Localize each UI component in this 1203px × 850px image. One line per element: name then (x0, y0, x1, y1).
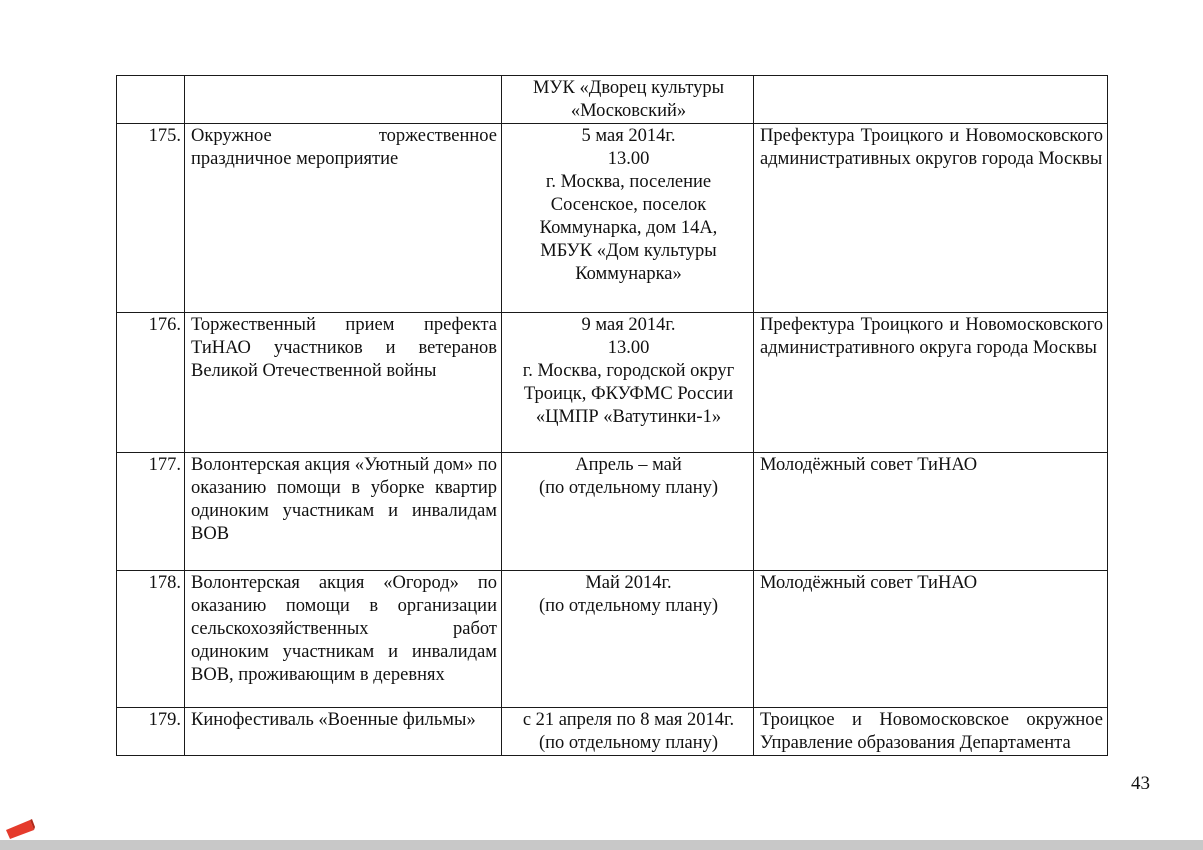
table-row (117, 124, 1108, 313)
row-number (117, 76, 185, 124)
event-datetime-place: Апрель – май (по отдельному плану) (502, 453, 754, 571)
row-number: 178. (117, 571, 185, 708)
event-datetime-place: 5 мая 2014г. 13.00 г. Москва, поселение Сосенское, поселок Коммунарка, дом 14А, МБУК «Дом культуры Коммунарка» (502, 124, 754, 313)
event-organizer: Молодёжный совет ТиНАО (754, 453, 1108, 571)
event-datetime-place: МУК «Дворец культуры «Московский» (502, 76, 754, 124)
table-row (117, 571, 1108, 708)
scan-edge (0, 840, 1203, 850)
event-organizer: Троицкое и Новомосковское окружное Управление образования Департамента (754, 708, 1108, 756)
event-datetime-place: с 21 апреля по 8 мая 2014г. (по отдельному плану) (502, 708, 754, 756)
publisher-logo-icon (4, 818, 36, 840)
event-name: Кинофестиваль «Военные фильмы» (185, 708, 502, 756)
row-number: 176. (117, 313, 185, 453)
page-number: 43 (1131, 773, 1150, 794)
event-name: Торжественный прием префекта ТиНАО участников и ветеранов Великой Отечественной войны (185, 313, 502, 453)
event-name: Волонтерская акция «Огород» по оказанию помощи в организации сельскохозяйственных работ одиноким участникам и инвалидам ВОВ, проживающим в деревнях (185, 571, 502, 708)
row-number: 177. (117, 453, 185, 571)
table-row (117, 708, 1108, 756)
row-number: 179. (117, 708, 185, 756)
table-row (117, 76, 1108, 124)
event-name: Окружное торжественное праздничное мероприятие (185, 124, 502, 313)
event-organizer: Молодёжный совет ТиНАО (754, 571, 1108, 708)
event-organizer: Префектура Троицкого и Новомосковского административных округов города Москвы (754, 124, 1108, 313)
event-datetime-place: Май 2014г. (по отдельному плану) (502, 571, 754, 708)
event-name (185, 76, 502, 124)
event-organizer: Префектура Троицкого и Новомосковского административного округа города Москвы (754, 313, 1108, 453)
row-number: 175. (117, 124, 185, 313)
table-row (117, 313, 1108, 453)
table-row (117, 453, 1108, 571)
events-table (116, 75, 1108, 756)
event-datetime-place: 9 мая 2014г. 13.00 г. Москва, городской округ Троицк, ФКУФМС России «ЦМПР «Ватутинки-1» (502, 313, 754, 453)
event-organizer (754, 76, 1108, 124)
event-name: Волонтерская акция «Уютный дом» по оказанию помощи в уборке квартир одиноким участникам и инвалидам ВОВ (185, 453, 502, 571)
